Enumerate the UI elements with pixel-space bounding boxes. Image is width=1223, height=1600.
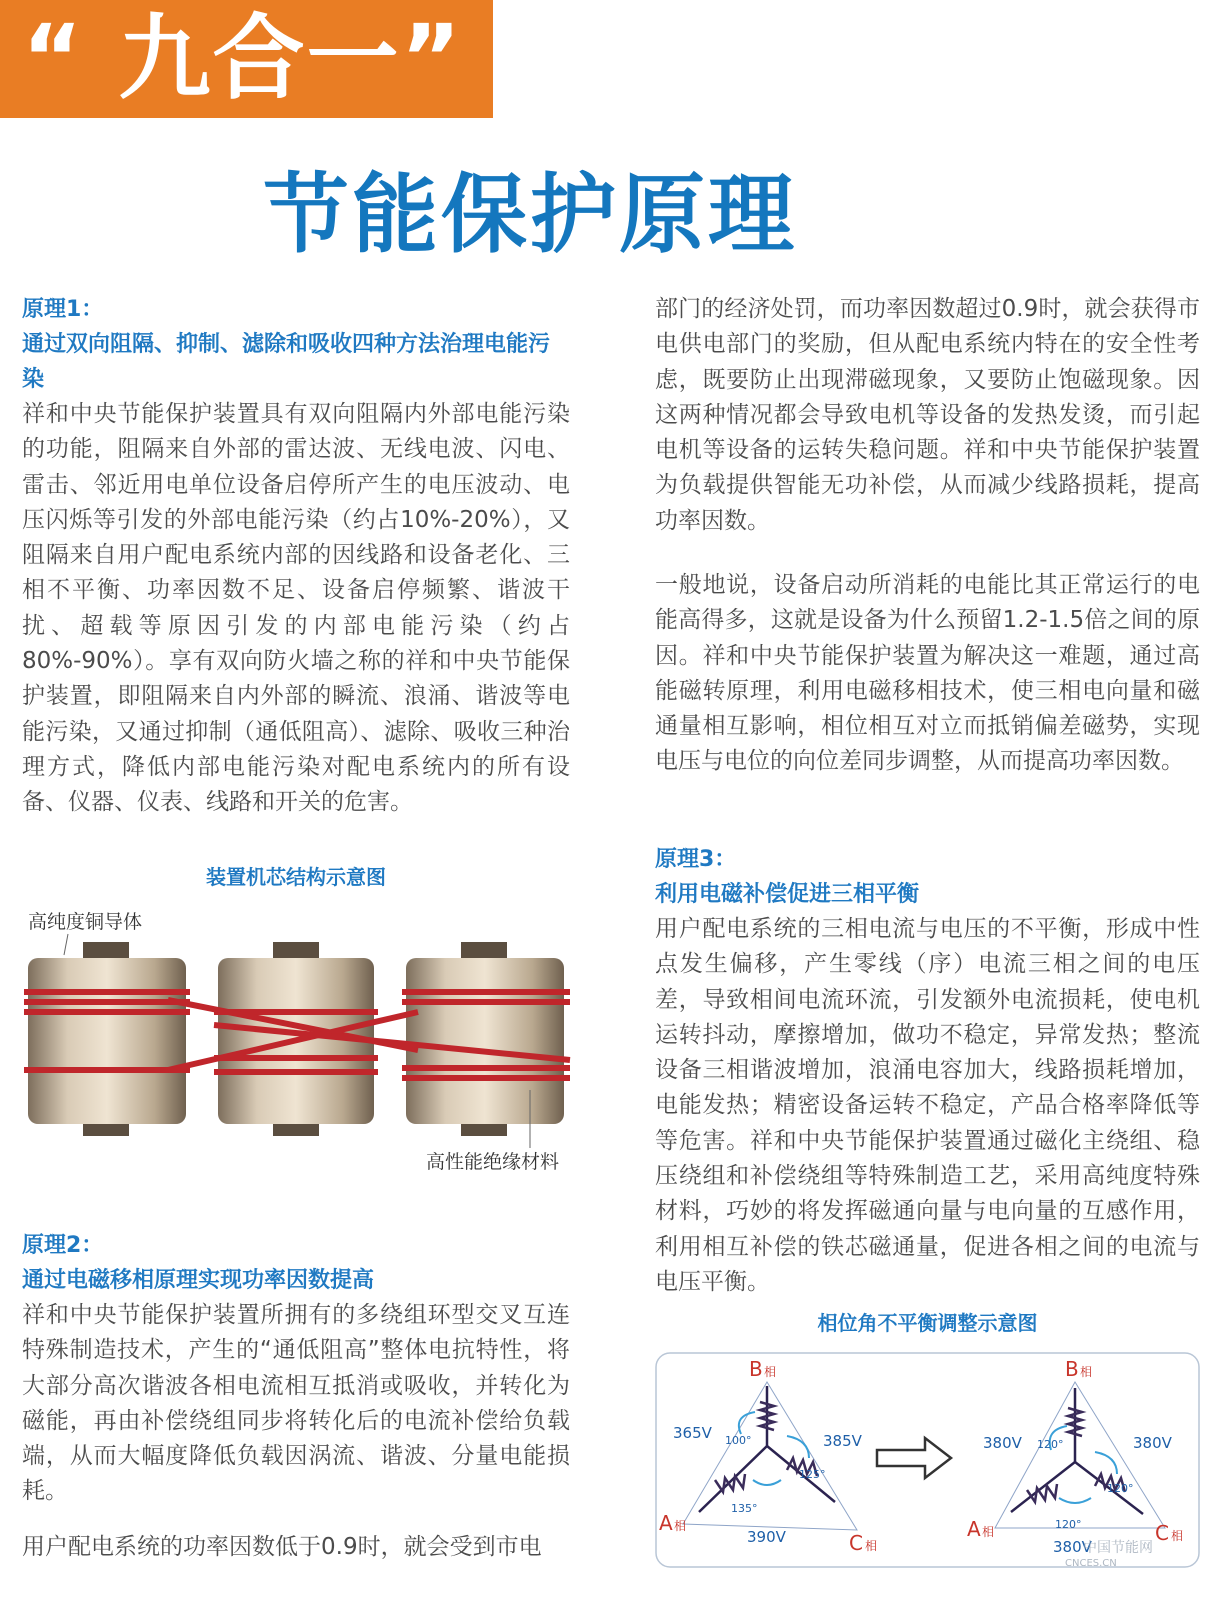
before-phase-b: B <box>749 1357 763 1381</box>
after-angle-1: 120° <box>1037 1438 1064 1451</box>
before-voltage-ab: 365V <box>673 1424 712 1442</box>
after-angle-2: 120° <box>1107 1482 1134 1495</box>
after-voltage-ca: 380V <box>1053 1538 1092 1556</box>
principle3-section <box>655 842 1200 1300</box>
principle2-label: 原理2： <box>22 1233 104 1258</box>
core-cylinder-1 <box>28 942 186 1136</box>
principle1-body: 祥和中央节能保护装置具有双向阻隔内外部电能污染的功能，阻隔来自外部的雷达波、无线电波、闪电、雷击、邻近用电单位设备启停所产生的电压波动、电压闪烁等引发的外部电能污染（约占10%-20%），又阻隔来自用户配电系统内部的因线路和设备老化、三相不平衡、功率因数不足、设备启停频繁、谐波干扰、超载等原因引发的内部电能污染（约占80%-90%）。享有双向防火墙之称的祥和中央节能保护装置，即阻隔来自内外部的瞬流、浪涌、谐波等电能污染，又通过抑制（通低阻高）、滤除、吸收三种治理方式，降低内部电能污染对配电系统内的所有设备、仪器、仪表、线路和开关的危害。 <box>22 401 570 816</box>
svg-text:相: 相 <box>674 1519 687 1533</box>
before-angle-1: 100° <box>725 1434 752 1447</box>
after-phase-a: A <box>967 1517 981 1541</box>
principle1-section <box>22 292 570 821</box>
principle1-subtitle: 通过双向阻隔、抑制、滤除和吸收四种方法治理电能污染 <box>22 332 551 392</box>
phase-angle-figure <box>655 1352 1200 1570</box>
watermark: 中国节能网 <box>1083 1540 1153 1556</box>
core-structure-figure <box>18 900 578 1190</box>
banner: “ 九合一” <box>0 0 493 118</box>
principle3-label: 原理3： <box>655 847 737 872</box>
after-phase-c: C <box>1155 1521 1169 1545</box>
svg-text:相: 相 <box>764 1365 777 1379</box>
right-paragraph-1: 部门的经济处罚，而功率因数超过0.9时，就会获得市电供电部门的奖励，但从配电系统内特在的安全性考虑，既要防止出现滞磁现象，又要防止饱磁现象。因这两种情况都会导致电机等设备的发热发烫，而引起电机等设备的运转失稳问题。祥和中央节能保护装置为负载提供智能无功补偿，从而减少线路损耗，提高功率因数。 <box>655 296 1200 534</box>
principle3-body: 用户配电系统的三相电流与电压的不平衡，形成中性点发生偏移，产生零线（序）电流三相之间的电压差，导致相间电流环流，引发额外电流损耗，使电机运转抖动，摩擦增加，做功不稳定，异常发热；整流设备三相谐波增加，浪涌电容加大，线路损耗增加，电能发热；精密设备运转不稳定，产品合格率降低等等危害。祥和中央节能保护装置通过磁化主绕组、稳压绕组和补偿绕组等特殊制造工艺，采用高纯度特殊材料，巧妙的将发挥磁通向量与电向量的互感作用，利用相互补偿的铁芯磁通量，促进各相之间的电流与电压平衡。 <box>655 916 1200 1295</box>
principle2-body: 祥和中央节能保护装置所拥有的多绕组环型交叉互连特殊制造技术，产生的“通低阻高”整体电抗特性，将大部分高次谐波各相电流相互抵消或吸收，并转化为磁能，再由补偿绕组同步将转化后的电流补偿给负载端，从而大幅度降低负载因涡流、谐波、分量电能损耗。 <box>22 1302 570 1505</box>
before-angle-3: 135° <box>731 1502 758 1515</box>
label-copper-conductor: 高纯度铜导体 <box>28 911 143 933</box>
svg-text:相: 相 <box>1171 1529 1184 1543</box>
principle2-body-continued: 用户配电系统的功率因数低于0.9时，就会受到市电 <box>22 1534 542 1560</box>
label-insulation-material: 高性能绝缘材料 <box>426 1151 560 1173</box>
core-cylinder-3 <box>406 942 564 1136</box>
before-phase-c: C <box>849 1531 863 1555</box>
before-angle-2: 125° <box>799 1468 826 1481</box>
principle1-label: 原理1： <box>22 297 104 322</box>
right-paragraph-2: 一般地说，设备启动所消耗的电能比其正常运行的电能高得多，这就是设备为什么预留1.2-1.5倍之间的原因。祥和中央节能保护装置为解决这一难题，通过高能磁转原理，利用电磁移相技术，使三相电向量和磁通量相互影响，相位相互对立而抵销偏差磁势，实现电压与电位的向位差同步调整，从而提高功率因数。 <box>655 572 1200 775</box>
figure2-caption: 相位角不平衡调整示意图 <box>817 1311 1038 1335</box>
page-title: 节能保护原理 <box>263 165 797 265</box>
svg-text:相: 相 <box>982 1525 995 1539</box>
after-voltage-bc: 380V <box>1133 1434 1172 1452</box>
principle3-subtitle: 利用电磁补偿促进三相平衡 <box>655 882 920 907</box>
after-phase-b: B <box>1065 1357 1079 1381</box>
before-phase-a: A <box>659 1511 673 1535</box>
after-angle-3: 120° <box>1055 1518 1082 1531</box>
principle2-subtitle: 通过电磁移相原理实现功率因数提高 <box>22 1268 375 1293</box>
after-voltage-ab: 380V <box>983 1434 1022 1452</box>
svg-text:相: 相 <box>865 1539 878 1553</box>
svg-text:相: 相 <box>1080 1365 1093 1379</box>
before-voltage-ca: 390V <box>747 1528 786 1546</box>
figure1-caption: 装置机芯结构示意图 <box>206 865 386 889</box>
watermark-site: CNCES.CN <box>1065 1558 1117 1569</box>
before-voltage-bc: 385V <box>823 1432 862 1450</box>
principle2-section <box>22 1228 570 1510</box>
